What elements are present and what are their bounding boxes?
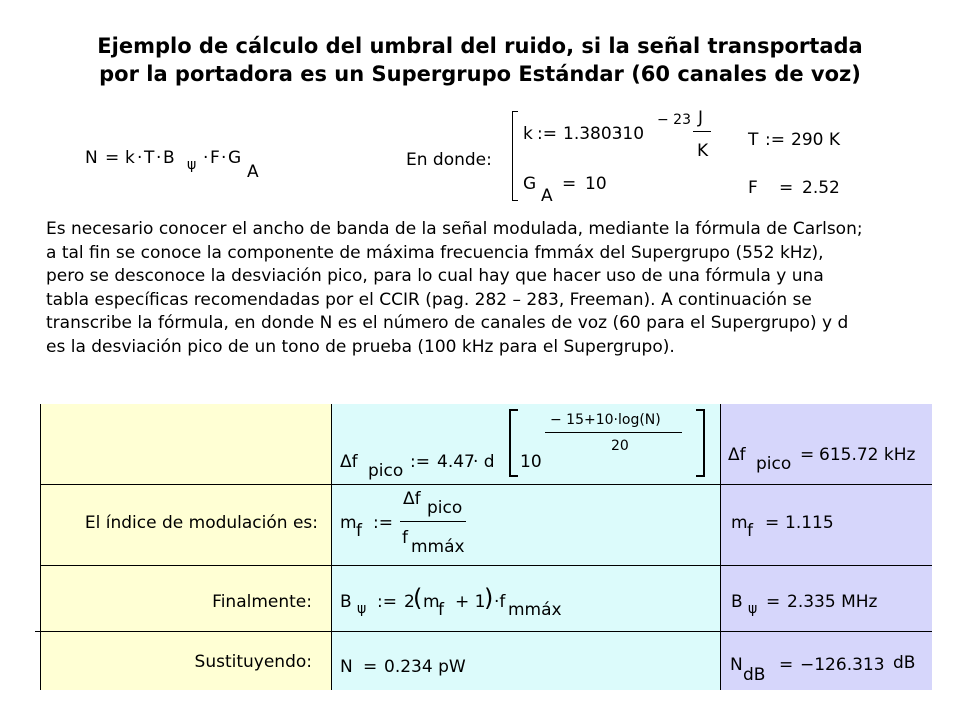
const-k-assign: := [537, 124, 557, 144]
r3-res-B: B [731, 592, 743, 612]
formula-N: N [85, 148, 98, 168]
r3-f-sub: mmáx [508, 600, 562, 620]
r1-res-value: 615.72 kHz [819, 445, 916, 465]
const-T-val: 290 K [791, 130, 840, 150]
r1-right-bracket [696, 409, 705, 477]
r3-B: B [340, 592, 352, 612]
row-divider-3 [35, 631, 932, 632]
formula-dot-3: · [203, 148, 209, 168]
r2-assign: := [373, 513, 393, 533]
formula-eq: = [105, 148, 120, 168]
r3-m-sub: f [438, 600, 444, 620]
r2-res-m: m [731, 513, 748, 533]
formula-psi: ψ [187, 157, 197, 173]
r1-d: · d [473, 452, 495, 472]
r2-res-value: 1.115 [785, 513, 834, 533]
r3-res-B-sub: ψ [748, 601, 758, 617]
r2-label: El índice de modulación es: [84, 513, 318, 533]
r3-rparen: ) [484, 584, 494, 612]
const-F-val: 2.52 [802, 178, 840, 198]
formula-k: k [125, 148, 135, 168]
paragraph-line: pero se desconoce la desviación pico, para lo cual hay que hacer uso de una fórmula y una [46, 266, 824, 286]
r3-plus-one: + 1 [455, 592, 486, 612]
paragraph-line: transcribe la fórmula, en donde N es el número de canales de voz (60 para el Supergrupo) y d [46, 313, 849, 333]
explanation-paragraph [46, 218, 946, 359]
r2-m: m [340, 513, 357, 533]
paragraph-line: es la desviación pico de un tono de prueba (100 kHz para el Supergrupo). [46, 336, 675, 357]
r2-num-delta-f: Δf [403, 489, 421, 509]
formula-F: F [210, 148, 220, 168]
r4-res-sub: dB [743, 665, 766, 685]
table-border-left [40, 404, 41, 690]
r3-label: Finalmente: [212, 592, 312, 612]
const-k-lhs: k [523, 124, 533, 144]
const-k-mantissa: 1.3803 [563, 124, 623, 144]
r1-exp-fraction-line [545, 432, 682, 433]
r1-exp-denominator: 20 [611, 438, 629, 454]
r3-res-eq: = [766, 592, 781, 612]
r3-dot-f: ·f [494, 592, 506, 612]
const-G-lhs: G [523, 174, 537, 194]
r1-coef: 4.47 [437, 452, 475, 472]
r2-res-eq: = [765, 513, 780, 533]
r2-res-m-sub: f [747, 521, 753, 541]
formula-G: G [228, 148, 242, 168]
r3-B-sub: ψ [357, 601, 367, 617]
r1-left-bracket [509, 409, 518, 477]
r2-den-mmax: mmáx [411, 537, 465, 557]
const-T-lhs: T [748, 130, 759, 150]
r3-assign: := [377, 592, 397, 612]
table-divider-2 [720, 404, 721, 690]
const-F-lhs: F [748, 178, 758, 198]
r1-exp-numerator: − 15+10·log(N) [550, 412, 661, 428]
r4-N: N [340, 657, 353, 677]
r2-num-pico: pico [427, 498, 463, 518]
formula-dot-1: · [137, 148, 143, 168]
const-unit-J: J [698, 108, 704, 128]
row-divider-2 [40, 565, 932, 566]
r4-value: 0.234 pW [384, 657, 466, 677]
r1-delta-f: Δf [340, 452, 358, 472]
formula-dot-2: · [156, 148, 162, 168]
r4-eq: = [363, 657, 378, 677]
r3-res-value: 2.335 MHz [787, 592, 878, 612]
en-donde-label: En donde: [406, 150, 492, 170]
const-G-eq: = [562, 174, 577, 194]
r1-res-eq: = [800, 445, 815, 465]
row-divider-1 [40, 484, 932, 485]
formula-B: B [163, 148, 175, 168]
table-divider-1 [331, 404, 332, 690]
r2-m-sub: f [356, 521, 362, 541]
r3-lparen: ( [413, 584, 423, 612]
const-G-sub: A [541, 186, 553, 206]
r1-res-delta-f: Δf [728, 445, 746, 465]
paragraph-line: tabla específicas recomendadas por el CCIR (pag. 282 – 283, Freeman). A continuación se [46, 289, 812, 310]
formula-column [331, 404, 720, 690]
title-line-2: por la portadora es un Supergrupo Estándar (60 canales de voz) [99, 62, 861, 86]
r2-fraction-line [400, 521, 466, 522]
const-F-eq: = [779, 178, 794, 198]
r4-res-value: −126.313 [800, 655, 885, 675]
r1-pico-sub: pico [368, 461, 404, 481]
const-k-times10: ·10 [617, 124, 645, 144]
formula-T: T [144, 148, 155, 168]
r1-res-pico-sub: pico [756, 454, 792, 474]
const-G-val: 10 [585, 174, 607, 194]
r1-ten: 10 [520, 452, 542, 472]
r4-res-N: N [730, 655, 743, 675]
r4-res-unit: dB [893, 653, 916, 673]
paragraph-line: a tal fin se conoce la componente de máxima frecuencia fmmáx del Supergrupo (552 kHz), [46, 242, 824, 263]
r4-res-eq: = [779, 655, 794, 675]
const-T-assign: := [765, 130, 785, 150]
formula-A: A [247, 162, 259, 182]
r1-assign: := [410, 452, 430, 472]
r4-label: Sustituyendo: [194, 652, 312, 672]
const-k-exponent: − 23 [657, 112, 691, 128]
r2-den-f: f [402, 528, 408, 548]
const-unit-K: K [697, 141, 709, 161]
r3-m: m [423, 592, 440, 612]
paragraph-line: Es necesario conocer el ancho de banda de la señal modulada, mediante la fórmula de Carlson; [46, 219, 863, 239]
label-column [40, 404, 331, 690]
constants-bracket [512, 111, 518, 201]
r3-two: 2 [404, 592, 415, 612]
title-line-1: Ejemplo de cálculo del umbral del ruido, si la señal transportada [97, 34, 863, 58]
const-unit-fraction-line [693, 131, 711, 132]
formula-dot-4: · [221, 148, 227, 168]
